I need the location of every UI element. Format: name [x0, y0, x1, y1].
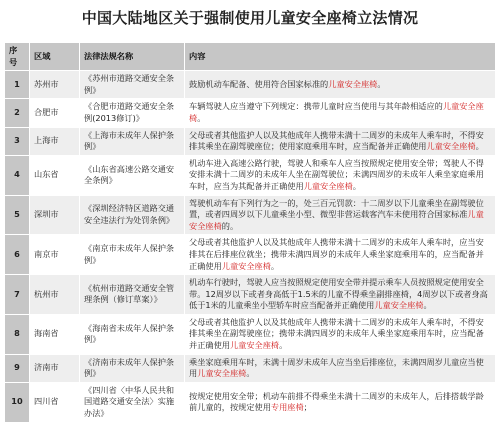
row-region: 上海市 — [30, 127, 80, 155]
row-content — [185, 71, 496, 99]
highlighted-term: 儿童安全座椅 — [328, 78, 378, 89]
content-text: 。 — [197, 112, 206, 123]
table-row — [5, 275, 496, 315]
row-region: 山东省 — [30, 155, 80, 195]
highlighted-term: 儿童安全座椅 — [303, 180, 353, 191]
highlighted-term: 儿童安全座椅 — [197, 368, 247, 379]
row-law-name: 《上海市未成年人保护条例》 — [80, 127, 185, 155]
content-text: 机动车行驶时，驾驶人应当按照规定使用安全带并提示乘车人员按照规定使用安全带。12周岁以下或者身高低于1.5米的儿童不得乘坐副排座椅，4周岁以下或者身高低于1米的儿童乘坐小型轿车时应当配备并正确使用 — [189, 277, 488, 311]
row-region: 深圳市 — [30, 195, 80, 235]
content-text: 。 — [352, 180, 361, 191]
row-content — [185, 155, 496, 195]
table-header-row — [5, 43, 496, 71]
content-text: ； — [303, 402, 312, 413]
row-content — [185, 99, 496, 127]
highlighted-term: 儿童安全座椅 — [229, 340, 280, 351]
table-row — [5, 127, 496, 155]
content-text: 按规定使用安全带；机动车前排不得乘坐未满十二周岁的未成年人，后排搭载学龄前儿童的，按规定使用 — [189, 390, 484, 413]
table-row — [5, 99, 496, 127]
page-title: 中国大陆地区关于强制使用儿童安全座椅立法情况 — [81, 9, 419, 27]
table-row — [5, 382, 496, 422]
table-body — [5, 71, 496, 422]
highlighted-term: 儿童安全座椅 — [374, 300, 424, 311]
content-text: 父母或者其他监护人以及其他成年人携带未满十二周岁的未成年人乘车时，不得安排其乘坐在副驾驶座位；携带未满四周岁的未成年人乘坐家庭乘用车时，应当配备并正确使用 — [189, 316, 484, 351]
table-row — [5, 155, 496, 195]
content-text: 父母或者其他监护人以及其他成年人携带未满十二周岁的未成年人乘车时，应当安排其在后排座位就坐；携带未满四周岁的未成年人乘坐家庭乘用车的，应当配备并正确使用 — [189, 237, 484, 271]
content-text: 鼓励机动车配备、使用符合国家标准的 — [189, 78, 329, 89]
row-region: 南京市 — [30, 235, 80, 275]
header-law-name: 法律法规名称 — [80, 43, 185, 71]
row-number: 6 — [5, 235, 30, 275]
row-law-name: 《济南市未成年人保护条例》 — [80, 354, 185, 382]
table-row — [5, 314, 496, 354]
row-number: 7 — [5, 275, 30, 315]
content-text: 车辆驾驶人应当遵守下列规定：携带儿童时应当使用与其年龄相适应的 — [189, 101, 443, 112]
row-number: 10 — [5, 382, 30, 422]
content-text: 驾驶机动车有下列行为之一的，处三百元罚款：十二周岁以下儿童乘坐在副驾驶位置，或者四周岁以下儿童乘坐小型、微型非营运载客汽车未使用符合国家标准 — [189, 197, 484, 220]
row-content — [185, 235, 496, 275]
row-region: 济南市 — [30, 354, 80, 382]
header-content: 内容 — [185, 43, 496, 71]
content-text: 。 — [475, 141, 484, 152]
content-text: 。 — [423, 300, 432, 311]
row-content — [185, 195, 496, 235]
row-content — [185, 314, 496, 354]
row-content — [185, 127, 496, 155]
row-content — [185, 275, 496, 315]
content-text: 机动车进入高速公路行驶，驾驶人和乘车人应当按照规定使用安全带；驾驶人不得安排未满十二周岁的未成年人坐在副驾驶位；未满四周岁的未成年人乘坐家庭乘用车时，应当为其配备并正确使用 — [189, 157, 484, 191]
table-row — [5, 71, 496, 99]
content-text: 。 — [270, 260, 280, 271]
header-number: 序号 — [5, 43, 30, 71]
content-text: 。 — [246, 368, 255, 379]
row-number: 5 — [5, 195, 30, 235]
row-region: 苏州市 — [30, 71, 80, 99]
legislation-table — [4, 42, 496, 423]
row-number: 3 — [5, 127, 30, 155]
content-text: 。 — [279, 340, 288, 351]
row-number: 2 — [5, 99, 30, 127]
row-content — [185, 354, 496, 382]
highlighted-term: 儿童安全座椅 — [221, 260, 271, 271]
row-law-name: 《山东省高速公路交通安全条例》 — [80, 155, 185, 195]
content-text: 父母或者其他监护人以及其他成年人携带未满十二周岁的未成年人乘车时，不得安排其乘坐在副驾驶座位；使用家庭乘用车时，应当配备并正确使用 — [189, 129, 484, 152]
row-region: 四川省 — [30, 382, 80, 422]
row-law-name: 《南京市未成年人保护条例》 — [80, 235, 185, 275]
row-law-name: 《苏州市道路交通安全条例》 — [80, 71, 185, 99]
highlighted-term: 儿童安全座椅 — [426, 141, 476, 152]
row-region: 海南省 — [30, 314, 80, 354]
row-law-name: 《海南省未成年人保护条例》 — [80, 314, 185, 354]
row-law-name: 《四川省〈中华人民共和国道路交通安全法〉实施办法》 — [80, 382, 185, 422]
highlighted-term: 儿童安全座椅 — [189, 101, 484, 123]
header-region: 区域 — [30, 43, 80, 71]
table-row — [5, 354, 496, 382]
content-text: 乘坐家庭乘用车时，未满十周岁未成年人应当坐后排座位，未满四周岁儿童应当使用 — [189, 356, 484, 379]
row-content — [185, 382, 496, 422]
table-row — [5, 195, 496, 235]
row-region: 合肥市 — [30, 99, 80, 127]
row-number: 4 — [5, 155, 30, 195]
table-row — [5, 235, 496, 275]
highlighted-term: 儿童安全座椅 — [189, 209, 484, 231]
row-region: 杭州市 — [30, 275, 80, 315]
row-number: 1 — [5, 71, 30, 99]
row-number: 9 — [5, 354, 30, 382]
highlighted-term: 专用座椅 — [270, 402, 304, 413]
row-number: 8 — [5, 314, 30, 354]
content-text: 的。 — [221, 220, 239, 231]
row-law-name: 《合肥市道路交通安全条例(2013修订)》 — [80, 99, 185, 127]
content-text: 。 — [377, 78, 386, 89]
row-law-name: 《杭州市道路交通安全管理条例（修订草案）》 — [80, 275, 185, 315]
row-law-name: 《深圳经济特区道路交通安全违法行为处罚条例》 — [80, 195, 185, 235]
